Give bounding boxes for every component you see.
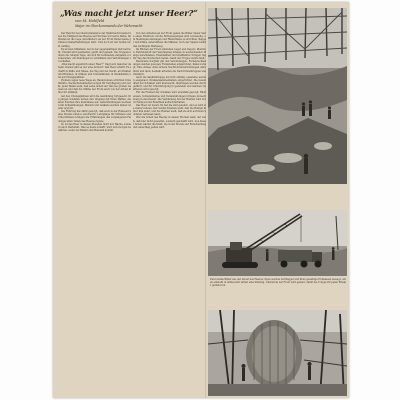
photo-crane xyxy=(208,210,347,276)
text-column-left xyxy=(58,32,131,395)
text-column-right xyxy=(133,32,206,395)
magazine-page xyxy=(53,2,349,398)
article-title: „Was macht jetzt unser Heer?“ xyxy=(60,8,198,18)
paragraph: Das Heer ist bereit. Es hat die Zeit genutzt, und es wird sie weiter nutzen. Der Soldat draußen weiß, daß die Heimat hinter ihm steht, und die Heimat weiß, daß sie sich auf ihren Soldaten verlassen kann. xyxy=(133,103,206,117)
paragraph: Für die Freizeit der Soldaten wird ebenfalls gesorgt. Büchereien, Soldatenheime und Veranstaltungen bringen Abwechslung in den Dienst. Die Verbindung mit der Heimat wird durch Feldpost und Rundfunk aufrechterhalten. xyxy=(133,91,206,104)
article-byline: von M. Hohlfeld xyxy=(75,19,105,23)
column-gutter xyxy=(205,2,206,398)
article-byline-subtitle: Major im Oberkommando der Wehrmacht xyxy=(75,24,143,28)
paragraph: Besondere Sorgfalt gilt den Verbindungen. Fernsprechleitungen werden gezogen, Funkstellen eingerichtet, Kabel verlegt. Eine Armee ohne sichere Nachrichtenverbindungen wäre blind und taub; deshalb arbeiten die Nachrichtentruppen unermüdlich. xyxy=(133,60,206,76)
paragraph: Es ist kein Stillstand, der in der gegenwärtigen Zeit herrscht. Überall wird gearbeitet, geübt und gebaut. Die Truppen nutzen die ruhigen Tage, um sich für kommende Aufgaben vorzubereiten, um Stellungen zu verstärken und Verbindungen zu schaffen. xyxy=(58,47,131,64)
paragraph: Der Bericht des Oberkommandos der Wehrmacht meldet über die Tätigkeit des Heeres seit Wochen nur kurze Sätze. Im Westen ist die Lage unverändert, an der Front finden keine größeren Kampfhandlungen statt. Und doch ist der Soldat nicht untätig. xyxy=(58,32,131,48)
paragraph: „Was macht eigentlich unser Heer?“ fragt sich mancher daheim. Darauf gibt es nur eine Antwort: Das Heer schafft. Es schafft in Kälte und Nässe, bei Tag und bei Nacht, an Straßen und Brücken, in Gräben und Unterständen, in Werkstätten und auf Übungsplätzen. xyxy=(58,63,131,79)
photo-excavation xyxy=(208,8,347,184)
paragraph: Wer die Arbeit des Heeres in diesen Wochen sieht, der weiß, daß hier nicht gewartet, sondern geschafft wird. Aus dieser Arbeit wächst die Kraft, die in der Stunde der Entscheidung den Ausschlag geben wird. xyxy=(133,116,206,129)
paragraph: Von den Arbeiten an der Front geben die Bilder dieser Seite einen Eindruck. Große Erdbewegungen sind notwendig, um Stellungen anzulegen und Hindernisse zu errichten. Bagger und Kräne unterstützen die Männer, doch der Spaten bleibt das wichtigste Werkzeug. xyxy=(133,32,206,48)
paragraph: Pioniere legen neue Wege an, Baukolonnen errichten Unterkünfte, Nachschubeinheiten sorgen für Verpflegung und Gerät. Jeder Mann weiß, daß seine Arbeit ein Teil des großen Ganzen ist und daß die Stärke der Front auch von der Arbeit hinter ihr abhängt. xyxy=(58,78,131,95)
paragraph: Die Führung hat dafür gesorgt, daß auch in der Ruhezeit keine Stunde nutzlos verstreicht. Lehrgänge für Offiziere und Unteroffiziere bringen die Erfahrungen des vergangenen Feldzuges allen Teilen des Heeres zugute. xyxy=(58,110,131,123)
paragraph: Auch die Sanitätstruppe ist nicht untätig. Lazarette werden ausgebaut, Krankensammelstellen eingerichtet. Die Gesundheit der Soldaten wird überwacht, Impfungen werden durchgeführt, und für Unterbringung in gesunden und warmen Quartieren wird gesorgt. xyxy=(133,75,206,92)
paragraph: Auf den Übungsplätzen wird die Ausbildung fortgesetzt. Die jungen Soldaten lernen den Umgang mit ihren Waffen, die alten frischen ihre Kenntnisse auf. Gefechtsübungen wechseln mit Schießübungen, Marsch und Gelände werden immer wieder erprobt. xyxy=(58,94,131,110)
paragraph: So ist das Heer in diesen Monaten nicht nur Wache, sondern auch Werkstatt. Was es heute schafft, wird sich morgen bewähren, wenn der Befehl zum Handeln kommt. xyxy=(58,122,131,132)
paragraph: Im Rücken der Front entstehen Lager und Depots. Munition, Betriebsstoff und Verpflegung müssen in ausreichender Menge bereitstehen. Eisenbahner und Kraftfahrer bringen Tag für Tag den Nachschub heran, damit der Truppe nichts fehlt. xyxy=(133,47,206,60)
photo-caption: Zwei starke Bilder aus der Arbeit des Heeres: Oben werden mit Bagger und Kran gewaltige Erdmassen bewegt, unten entsteht in mühevoller Arbeit eine Stellung. Überall an der Front wird gebaut, damit die Truppe für jeden Einsatz gerüstet ist. xyxy=(210,278,346,288)
photo-construction-site xyxy=(208,310,347,396)
